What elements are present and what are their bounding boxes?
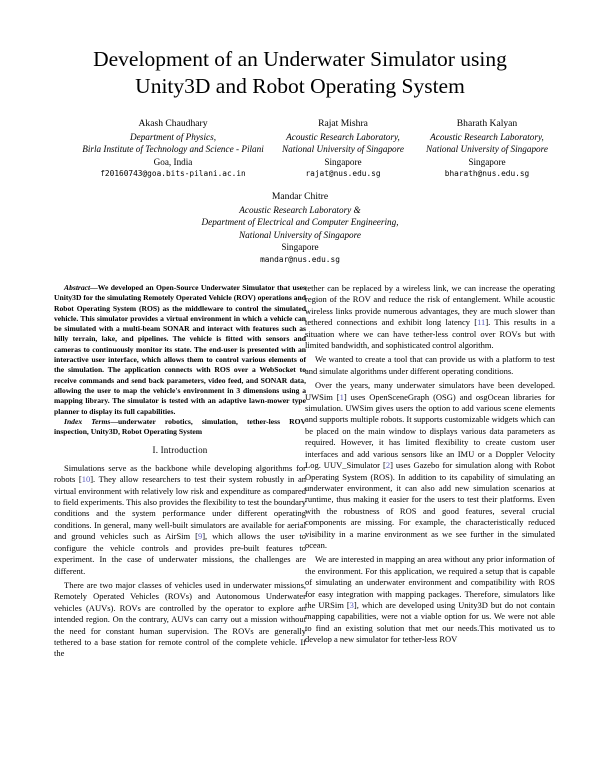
index-terms-text: —underwater robotics, simulation, tether-less ROV inspection, Unity3D, Robot Operating System (54, 416, 306, 437)
author-location: Goa, India (153, 156, 193, 167)
index-terms-label: Index Terms (64, 416, 111, 426)
citation-link[interactable]: 10 (81, 474, 91, 485)
citation-link[interactable]: 11 (477, 317, 486, 328)
paragraph: There are two major classes of vehicles used in underwater missions, Remotely Operated Vehicles (ROVs) and Autonomous Underwater vehicles (AUVs). ROVs are controlled by the operator to explore an intended region. On the contrary, AUVs can carry out a mission without the need for constant human supervision. The ROVs are generally tethered to a base station for remote control of the complete vehicle. If the (54, 579, 306, 659)
author-affiliation: National University of Singapore (239, 229, 361, 240)
abstract-text: —We developed an Open-Source Underwater Simulator that uses Unity3D for the simulating Remotely Operated Vehicle (ROV) operations and Robot Operating System (ROS) as the middleware to control the simulated vehicle. This simulator provides a virtual environment in which a vehicle can be simulated with a multi-beam SONAR and interact with features such as hilly terrain, lake, and pipelines. The vehicle is fitted with sensors and cameras to continuously monitor its state. The end-user is presented with an interactive user interface, which allows them to control various elements of the simulation. The application connects with ROS over a WebSocket to receive commands and send back parameters, video feed, and SONAR data, allowing the user to map the vehicle's environment in 3 dimensions using a mapping library. The simulator is tested with an adaptive lawn-mower type planner to display its full capabilities. (54, 283, 306, 416)
author-affiliation: Acoustic Research Laboratory, (430, 131, 544, 142)
author-name: Mandar Chitre (271, 191, 329, 202)
abstract-label: Abstract (64, 283, 91, 292)
author-email: f20160743@goa.bits-pilani.ac.in (100, 169, 246, 178)
author-block-4 (170, 191, 430, 266)
author-name: Bharath Kalyan (456, 118, 518, 129)
citation-link[interactable]: 9 (197, 531, 203, 542)
paragraph: We are interested in mapping an area without any prior information of the environment. For this application, we required a setup that is capable of simulating an underwater environment and compatibility with ROS for easy integration with mapping packages. Therefore, simulators like the URSim [3], which are developed using Unity3D but do not contain mapping capabilities, were not a viable option for us. We were not able to find an existing solution that met our needs.This motivated us to develop a new simulator for tether-less ROV (305, 554, 555, 645)
author-affiliation: National University of Singapore (426, 144, 548, 154)
title-line-2: Unity3D and Robot Operating System (135, 74, 465, 98)
author-affiliation: Department of Physics, (130, 131, 216, 142)
paper-title (40, 46, 560, 100)
paragraph: We wanted to create a tool that can provide us with a platform to test and simulate algorithms under different operating conditions. (305, 354, 555, 376)
author-affiliation: Acoustic Research Laboratory, (286, 131, 400, 142)
author-affiliation: National University of Singapore (282, 144, 404, 154)
author-email: mandar@nus.edu.sg (260, 254, 340, 264)
abstract (54, 283, 306, 417)
author-block-3 (404, 118, 570, 181)
left-column (54, 283, 306, 660)
paragraph: tether can be replaced by a wireless link, we can increase the operating region of the ROV and reduce the risk of entanglement. While acoustic wireless links provide numerous advantages, they are much slower than tethered connections and exhibit long latency [11]. This results in a situation where we can have tether-less control over ROVs but with limited bandwidth, and sophisticated control algorithm. (305, 283, 555, 351)
citation-link[interactable]: 1 (339, 391, 344, 402)
section-heading-introduction: I. Introduction (152, 445, 208, 456)
author-name: Rajat Mishra (318, 118, 368, 129)
author-affiliation: Department of Electrical and Computer Engineering, (201, 217, 399, 227)
author-location: Singapore (468, 156, 506, 167)
author-email: bharath@nus.edu.sg (444, 169, 530, 178)
author-location: Singapore (324, 156, 362, 167)
title-line-1: Development of an Underwater Simulator using (93, 47, 507, 71)
paragraph: Simulations serve as the backbone while developing algorithms for robots [10]. They allow researchers to test their system robustly in an virtual environment with relatively low risk and expenditure as compared to field experiments. This also provides the flexibility to test the boundary conditions and the system performance under different operating conditions. In general, many well-built simulators are available for aerial and ground vehicles such as AirSim [9], which allows the user to configure the vehicle controls and provides pre-built features to experiment. In the case of underwater missions, the challenges are different. (54, 462, 306, 576)
citation-link[interactable]: 3 (349, 599, 354, 610)
author-location: Singapore (281, 242, 319, 252)
right-column (305, 283, 555, 646)
author-email: rajat@nus.edu.sg (305, 169, 381, 178)
paragraph: Over the years, many underwater simulators have been developed. UWSim [1] uses OpenSceneGraph (OSG) and osgOcean libraries for simulation. UWSim gives users the option to add various scene elements and supports multiple robots. It supports customizable widgets which can be placed on the main window to displays various data parameters as required. However, it has limited flexibility to create custom user interfaces and add various sensors like an IMU or a Doppler Velocity Log. UUV_Simulator [2] uses Gazebo for simulation along with Robot Operating System (ROS). In addition to its capability of simulating an underwater environment, it can also add new simulation scenarios at runtime, thus making it easier for the users to test their platforms. Even with the robustness of ROS and good features, several crucial components are missing. For example, the characteristically reduced visibility in a marine environment as we see further in the simulated ocean. (305, 380, 555, 550)
author-name: Akash Chaudhary (138, 118, 208, 129)
author-affiliation: Acoustic Research Laboratory & (239, 204, 361, 215)
author-affiliation: Birla Institute of Technology and Science - Pilani (82, 144, 264, 154)
citation-link[interactable]: 2 (385, 460, 391, 471)
index-terms (54, 417, 306, 438)
